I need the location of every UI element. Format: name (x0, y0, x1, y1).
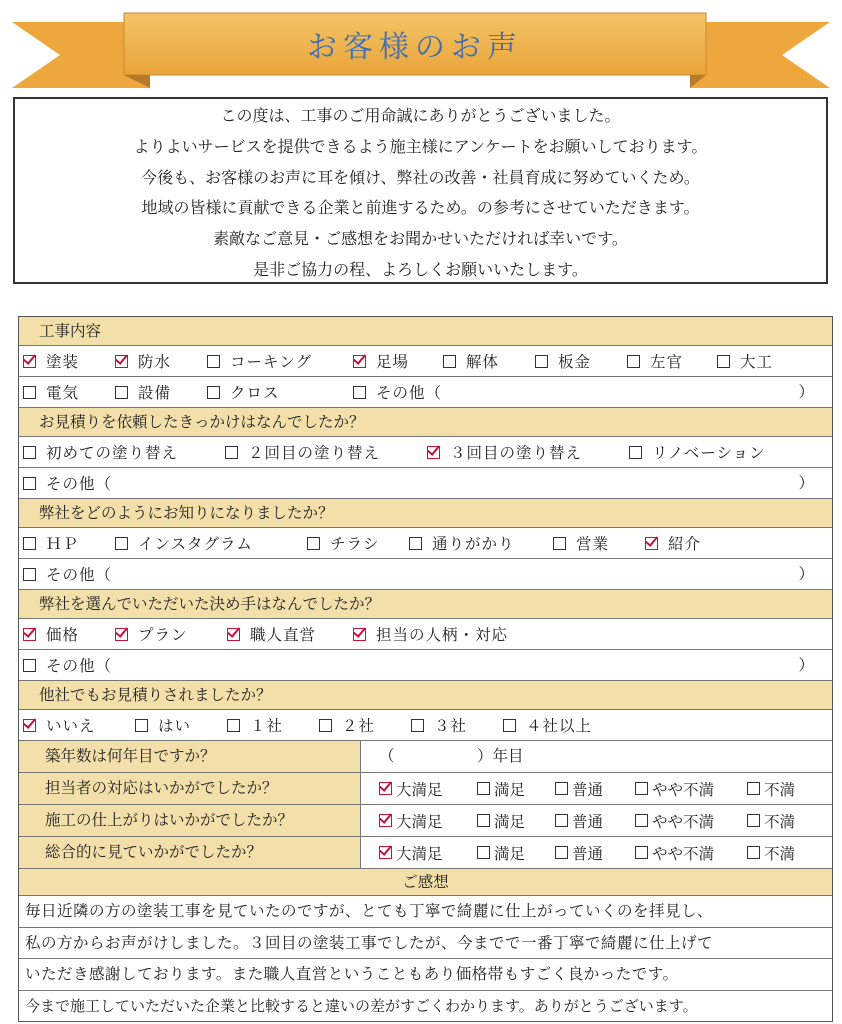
option-first-repaint[interactable] (23, 437, 178, 467)
option-third-repaint[interactable] (427, 437, 582, 467)
other-close: ） (798, 656, 814, 674)
checkbox[interactable] (635, 814, 648, 827)
option-label: １社 (250, 717, 284, 735)
option-instagram[interactable] (115, 528, 253, 558)
survey-form (18, 316, 833, 1022)
option-label: 左官 (650, 353, 684, 371)
checkbox[interactable] (23, 355, 36, 368)
other-close: ） (798, 565, 814, 583)
checkbox[interactable] (747, 782, 760, 795)
option-label: 紹介 (668, 535, 702, 553)
checkbox[interactable] (503, 719, 516, 732)
option-label: プラン (138, 626, 188, 644)
rating-row-staff (19, 773, 832, 805)
option-row (19, 650, 832, 681)
option-label: 通りがかり (432, 535, 515, 553)
checkbox[interactable] (443, 355, 456, 368)
option-label: 不満 (764, 780, 796, 799)
option-carpentry[interactable] (717, 346, 773, 376)
option-row (19, 377, 832, 408)
other-close: ） (798, 383, 814, 401)
option-flyer[interactable] (307, 528, 380, 558)
checkbox[interactable] (379, 846, 392, 859)
option-label: 普通 (572, 812, 604, 831)
option-label: 不満 (764, 844, 796, 863)
option-row (19, 346, 832, 377)
option-sales[interactable] (553, 528, 609, 558)
question-label: 総合的に見ていかがでしたか？ (19, 837, 361, 868)
option-label: 普通 (572, 844, 604, 863)
checkbox[interactable] (23, 628, 36, 641)
option-label: 解体 (466, 353, 500, 371)
option-label: ３回目の塗り替え (450, 444, 583, 462)
option-label: 足場 (376, 353, 410, 371)
option-row (19, 710, 832, 741)
checkbox[interactable] (477, 782, 490, 795)
comment-line: 毎日近隣の方の塗装工事を見ていたのですが、とても丁寧で綺麗に仕上がっていくのを拝見し、 (19, 896, 832, 928)
option-label: クロス (230, 384, 280, 402)
option-other[interactable] (23, 468, 112, 498)
option-label: 大満足 (396, 780, 443, 799)
rating-option[interactable] (477, 837, 525, 868)
option-waterproof[interactable] (115, 346, 171, 376)
option-label: 不満 (764, 812, 796, 831)
checkbox[interactable] (635, 846, 648, 859)
checkbox[interactable] (115, 628, 128, 641)
option-no[interactable] (23, 710, 96, 740)
option-row (19, 559, 832, 590)
option-two-companies[interactable] (319, 710, 375, 740)
option-label: 板金 (558, 353, 592, 371)
comment-line: 今まで施工していただいた企業と比較すると違いの差がすごくわかります。ありがとうございます。 (25, 996, 698, 1015)
option-sheet-metal[interactable] (535, 346, 591, 376)
option-row (19, 468, 832, 499)
rating-option[interactable] (555, 805, 603, 836)
option-label: ＨＰ (46, 535, 80, 553)
option-second-repaint[interactable] (225, 437, 380, 467)
option-scaffold[interactable] (353, 346, 409, 376)
building-age-answer[interactable] (361, 741, 832, 772)
checkbox[interactable] (207, 386, 220, 399)
comment-body (19, 896, 832, 1021)
option-label: 電気 (46, 384, 80, 402)
checkbox[interactable] (645, 537, 658, 550)
question-header: 弊社をどのようにお知りになりましたか？ (19, 499, 832, 528)
checkbox[interactable] (353, 628, 366, 641)
question-label: 担当者の対応はいかがでしたか？ (19, 773, 361, 804)
checkbox[interactable] (227, 719, 240, 732)
rating-row-finish (19, 805, 832, 837)
option-label: いいえ (46, 717, 96, 735)
option-label: その他（ (46, 657, 113, 675)
checkbox[interactable] (225, 446, 238, 459)
question-header: 工事内容 (19, 317, 832, 346)
option-label: ２社 (342, 717, 376, 735)
option-label: ４社以上 (526, 717, 593, 735)
option-label: その他（ (46, 475, 113, 493)
comment-line: いただき感謝しております。また職人直営ということもあり価格帯もすごく良かったです。 (19, 959, 832, 991)
option-label: 普通 (572, 780, 604, 799)
checkbox[interactable] (23, 446, 36, 459)
intro-line: 今後も、お客様のお声に耳を傾け、弊社の改善・社員育成に努めていくため。 (141, 167, 700, 187)
checkbox[interactable] (227, 628, 240, 641)
checkbox[interactable] (115, 386, 128, 399)
checkbox[interactable] (555, 846, 568, 859)
option-other[interactable] (23, 559, 112, 589)
checkbox[interactable] (23, 537, 36, 550)
intro-line: この度は、工事のご用命誠にありがとうございました。 (220, 106, 621, 125)
checkbox[interactable] (635, 782, 648, 795)
option-other[interactable] (353, 377, 442, 407)
intro-line: 是非ご協力の程、よろしくお願いいたします。 (253, 259, 588, 279)
checkbox[interactable] (115, 355, 128, 368)
option-label: 大満足 (396, 844, 443, 863)
rating-option[interactable] (379, 805, 443, 836)
checkbox[interactable] (207, 355, 220, 368)
checkbox[interactable] (553, 537, 566, 550)
comment-line: 私の方からお声がけしました。３回目の塗装工事でしたが、今までで一番丁寧で綺麗に仕上げて (19, 928, 832, 960)
checkbox[interactable] (747, 814, 760, 827)
option-referral[interactable] (645, 528, 701, 558)
page-title: お客様のお声 (307, 30, 523, 65)
option-wallpaper[interactable] (207, 377, 280, 407)
rating-option[interactable] (747, 773, 795, 804)
question-header: 弊社を選んでいただいた決め手はなんでしたか？ (19, 590, 832, 619)
rating-option[interactable] (379, 773, 443, 804)
rating-options (361, 773, 832, 804)
option-passing-by[interactable] (409, 528, 515, 558)
option-label: リノベーション (652, 444, 766, 462)
checkbox[interactable] (427, 446, 440, 459)
checkbox[interactable] (23, 477, 36, 490)
intro-line: 地域の皆様に貢献できる企業と前進するため。の参考にさせていただきます。 (141, 198, 700, 218)
checkbox[interactable] (353, 355, 366, 368)
rating-option[interactable] (477, 773, 525, 804)
option-label: 初めての塗り替え (46, 444, 179, 462)
checkbox[interactable] (23, 386, 36, 399)
option-homepage[interactable] (23, 528, 79, 558)
other-close: ） (798, 474, 814, 492)
question-label: 施工の仕上がりはいかがでしたか？ (19, 805, 361, 836)
checkbox[interactable] (535, 355, 548, 368)
option-painting[interactable] (23, 346, 79, 376)
checkbox[interactable] (629, 446, 642, 459)
checkbox[interactable] (555, 782, 568, 795)
option-one-company[interactable] (227, 710, 283, 740)
option-label: インスタグラム (138, 535, 253, 553)
rating-option[interactable] (635, 837, 714, 868)
option-plan[interactable] (115, 619, 188, 649)
checkbox[interactable] (379, 814, 392, 827)
checkbox[interactable] (477, 846, 490, 859)
rating-option[interactable] (379, 837, 443, 868)
option-three-companies[interactable] (411, 710, 467, 740)
rating-option[interactable] (555, 837, 603, 868)
option-price[interactable] (23, 619, 79, 649)
rating-options (361, 837, 832, 868)
option-label: ２回目の塗り替え (248, 444, 381, 462)
option-label: 満足 (494, 780, 526, 799)
checkbox[interactable] (135, 719, 148, 732)
checkbox[interactable] (409, 537, 422, 550)
option-equipment[interactable] (115, 377, 171, 407)
paren-open: （ (379, 747, 395, 765)
checkbox[interactable] (627, 355, 640, 368)
option-label: コーキング (230, 353, 313, 371)
option-demolition[interactable] (443, 346, 499, 376)
comment-header: ご感想 (19, 869, 832, 896)
intro-line: よりよいサービスを提供できるよう施主様にアンケートをお願いしております。 (133, 136, 708, 156)
option-label: 営業 (576, 535, 610, 553)
option-staff-personality[interactable] (353, 619, 508, 649)
checkbox[interactable] (411, 719, 424, 732)
option-label: やや不満 (652, 844, 715, 863)
checkbox[interactable] (23, 659, 36, 672)
year-suffix: ）年目 (477, 747, 524, 765)
checkbox[interactable] (319, 719, 332, 732)
option-label: はい (158, 717, 192, 735)
rating-option[interactable] (635, 773, 714, 804)
checkbox[interactable] (379, 782, 392, 795)
option-label: 職人直営 (250, 626, 317, 644)
rating-option[interactable] (477, 805, 525, 836)
checkbox[interactable] (555, 814, 568, 827)
option-label: 防水 (138, 353, 172, 371)
option-label: 満足 (494, 812, 526, 831)
rating-option[interactable] (555, 773, 603, 804)
rating-option[interactable] (747, 805, 795, 836)
option-label: 満足 (494, 844, 526, 863)
option-label: 大工 (740, 353, 774, 371)
option-renovation[interactable] (629, 437, 766, 467)
question-header: お見積りを依頼したきっかけはなんでしたか？ (19, 408, 832, 437)
intro-box (13, 97, 828, 284)
option-row (19, 437, 832, 468)
option-label: やや不満 (652, 780, 715, 799)
rating-row-overall (19, 837, 832, 869)
rating-option[interactable] (747, 837, 795, 868)
building-age-row (19, 741, 832, 773)
option-caulking[interactable] (207, 346, 312, 376)
option-label: 設備 (138, 384, 172, 402)
question-header: 他社でもお見積りされましたか？ (19, 681, 832, 710)
checkbox[interactable] (23, 568, 36, 581)
option-label: 大満足 (396, 812, 443, 831)
option-other[interactable] (23, 650, 112, 680)
checkbox[interactable] (717, 355, 730, 368)
checkbox[interactable] (115, 537, 128, 550)
rating-option[interactable] (635, 805, 714, 836)
option-label: その他（ (46, 566, 113, 584)
option-yes[interactable] (135, 710, 191, 740)
option-row (19, 528, 832, 559)
option-label: チラシ (330, 535, 380, 553)
checkbox[interactable] (477, 814, 490, 827)
intro-line: 素敵なご意見・ご感想をお聞かせいただければ幸いです。 (213, 229, 628, 249)
rating-options (361, 805, 832, 836)
checkbox[interactable] (747, 846, 760, 859)
checkbox[interactable] (23, 719, 36, 732)
option-row (19, 619, 832, 650)
option-electric[interactable] (23, 377, 79, 407)
option-label: その他（ (376, 384, 443, 402)
option-label: 塗装 (46, 353, 80, 371)
option-label: ３社 (434, 717, 468, 735)
option-four-plus[interactable] (503, 710, 592, 740)
option-direct-craftsman[interactable] (227, 619, 316, 649)
option-label: 担当の人柄・対応 (376, 626, 509, 644)
checkbox[interactable] (353, 386, 366, 399)
option-label: やや不満 (652, 812, 715, 831)
checkbox[interactable] (307, 537, 320, 550)
title-banner (0, 0, 842, 92)
question-label: 築年数は何年目ですか？ (19, 741, 361, 772)
option-label: 価格 (46, 626, 80, 644)
option-plaster[interactable] (627, 346, 683, 376)
